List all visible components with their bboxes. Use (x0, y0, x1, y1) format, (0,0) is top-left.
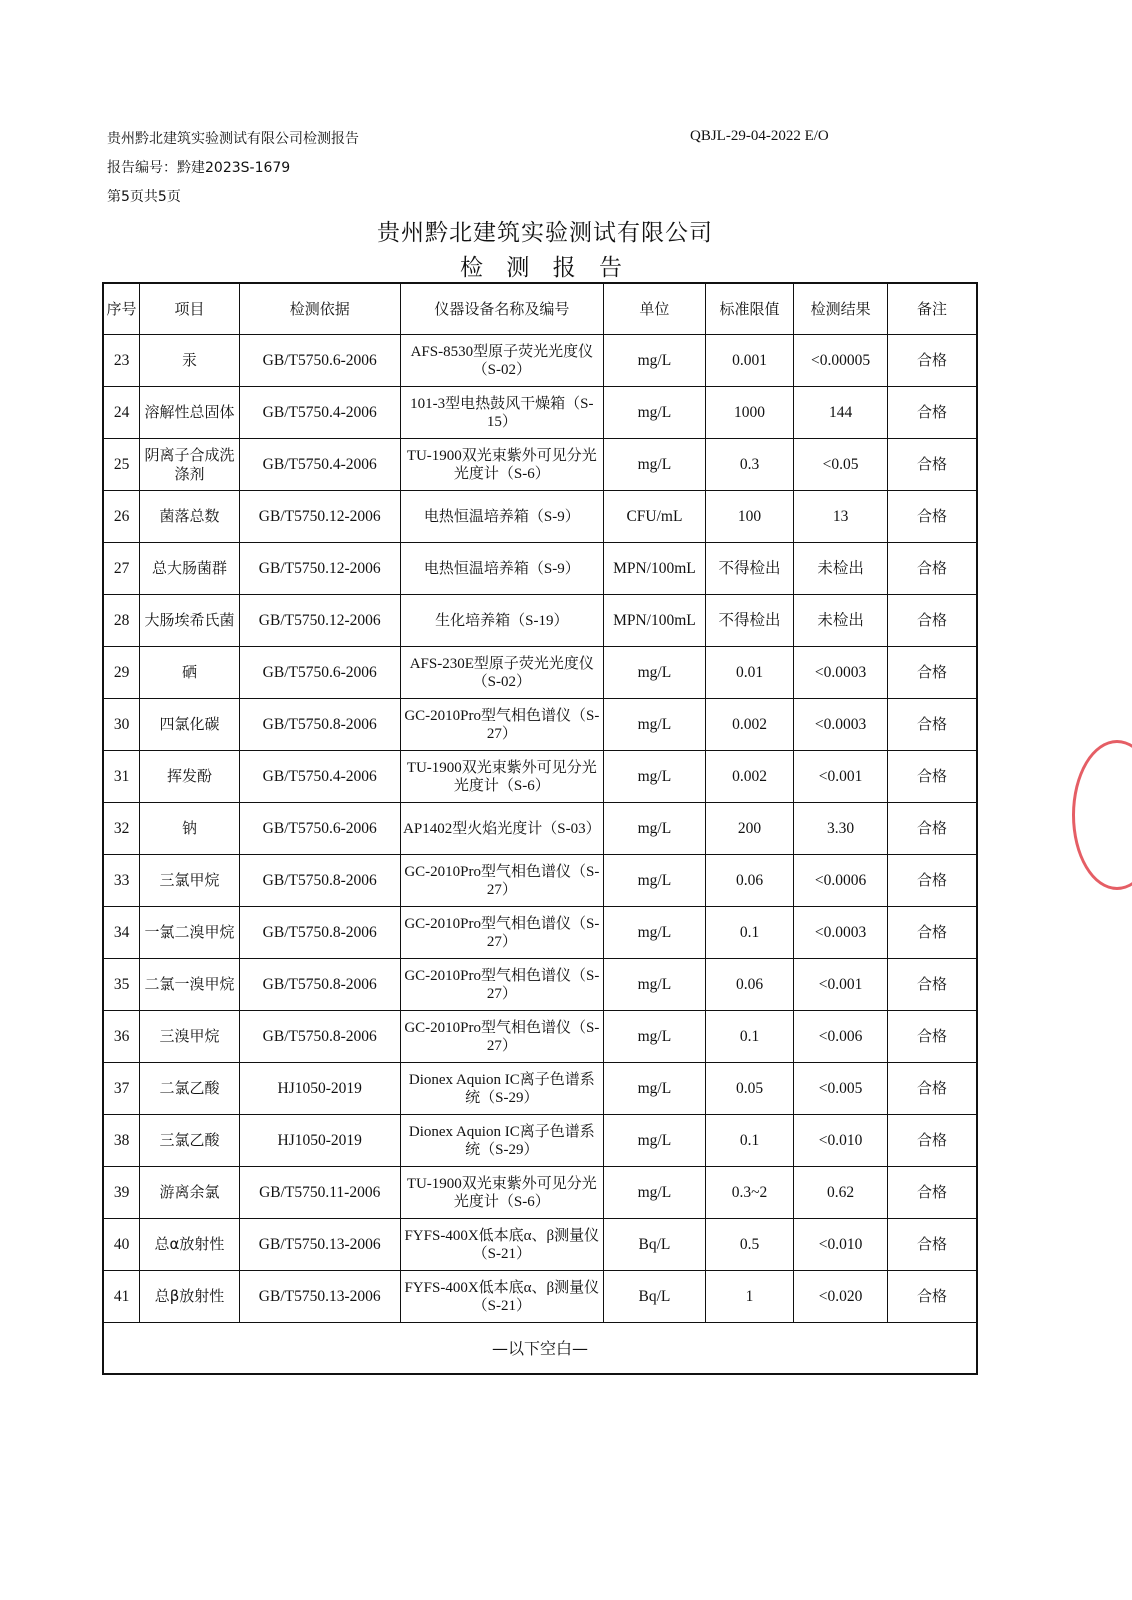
row-result: <0.05 (794, 439, 888, 491)
row-limit: 0.002 (705, 751, 794, 803)
row-seq: 39 (103, 1167, 140, 1219)
row-limit: 0.06 (705, 855, 794, 907)
row-unit: mg/L (604, 907, 706, 959)
row-remark: 合格 (887, 335, 977, 387)
row-result: <0.00005 (794, 335, 888, 387)
row-equipment: TU-1900双光束紫外可见分光光度计（S-6） (400, 751, 603, 803)
row-equipment: TU-1900双光束紫外可见分光光度计（S-6） (400, 1167, 603, 1219)
row-unit: MPN/100mL (604, 543, 706, 595)
row-remark: 合格 (887, 647, 977, 699)
header-basis: 检测依据 (239, 283, 400, 335)
row-equipment: FYFS-400X低本底α、β测量仪（S-21） (400, 1271, 603, 1323)
row-item: 溶解性总固体 (140, 387, 240, 439)
table-row (103, 1063, 977, 1115)
row-limit: 0.1 (705, 907, 794, 959)
row-unit: mg/L (604, 647, 706, 699)
row-unit: Bq/L (604, 1219, 706, 1271)
row-item: 总α放射性 (140, 1219, 240, 1271)
row-result: <0.006 (794, 1011, 888, 1063)
row-unit: mg/L (604, 699, 706, 751)
document-title: 检 测 报 告 (460, 255, 630, 281)
row-limit: 0.01 (705, 647, 794, 699)
row-equipment: TU-1900双光束紫外可见分光光度计（S-6） (400, 439, 603, 491)
row-seq: 37 (103, 1063, 140, 1115)
row-item: 大肠埃希氏菌 (140, 595, 240, 647)
row-basis: GB/T5750.13-2006 (239, 1219, 400, 1271)
row-result: 0.62 (794, 1167, 888, 1219)
row-equipment: GC-2010Pro型气相色谱仪（S-27） (400, 855, 603, 907)
table-row (103, 595, 977, 647)
table-row (103, 803, 977, 855)
row-basis: GB/T5750.4-2006 (239, 751, 400, 803)
row-basis: GB/T5750.12-2006 (239, 543, 400, 595)
table-row (103, 699, 977, 751)
row-equipment: GC-2010Pro型气相色谱仪（S-27） (400, 1011, 603, 1063)
row-seq: 30 (103, 699, 140, 751)
row-remark: 合格 (887, 1063, 977, 1115)
row-equipment: Dionex Aquion IC离子色谱系统（S-29） (400, 1115, 603, 1167)
row-seq: 34 (103, 907, 140, 959)
page-info: 第5页共5页 (107, 189, 181, 205)
row-basis: GB/T5750.8-2006 (239, 1011, 400, 1063)
header-seq: 序号 (103, 283, 140, 335)
row-limit: 200 (705, 803, 794, 855)
table-row (103, 907, 977, 959)
red-seal-stamp (1072, 740, 1132, 890)
row-unit: mg/L (604, 959, 706, 1011)
row-result: 3.30 (794, 803, 888, 855)
row-remark: 合格 (887, 543, 977, 595)
row-seq: 41 (103, 1271, 140, 1323)
row-item: 菌落总数 (140, 491, 240, 543)
row-remark: 合格 (887, 595, 977, 647)
row-basis: GB/T5750.8-2006 (239, 907, 400, 959)
row-basis: GB/T5750.8-2006 (239, 959, 400, 1011)
table-row (103, 959, 977, 1011)
end-note-row (103, 1323, 977, 1375)
row-unit: mg/L (604, 439, 706, 491)
row-unit: mg/L (604, 855, 706, 907)
end-note: —以下空白— (103, 1323, 977, 1375)
row-equipment: 生化培养箱（S-19） (400, 595, 603, 647)
row-limit: 0.1 (705, 1011, 794, 1063)
row-item: 一氯二溴甲烷 (140, 907, 240, 959)
row-result: <0.001 (794, 959, 888, 1011)
table-row (103, 855, 977, 907)
table-row (103, 1167, 977, 1219)
row-remark: 合格 (887, 803, 977, 855)
row-seq: 27 (103, 543, 140, 595)
row-result: <0.020 (794, 1271, 888, 1323)
row-seq: 31 (103, 751, 140, 803)
row-item: 三溴甲烷 (140, 1011, 240, 1063)
row-seq: 40 (103, 1219, 140, 1271)
row-result: <0.0003 (794, 699, 888, 751)
row-seq: 33 (103, 855, 140, 907)
row-limit: 100 (705, 491, 794, 543)
row-equipment: AFS-8530型原子荧光光度仪（S-02） (400, 335, 603, 387)
row-unit: mg/L (604, 751, 706, 803)
row-seq: 26 (103, 491, 140, 543)
row-equipment: 电热恒温培养箱（S-9） (400, 491, 603, 543)
row-basis: GB/T5750.4-2006 (239, 387, 400, 439)
row-basis: GB/T5750.13-2006 (239, 1271, 400, 1323)
table-row (103, 647, 977, 699)
document-code: QBJL-29-04-2022 E/O (690, 128, 829, 144)
row-equipment: 电热恒温培养箱（S-9） (400, 543, 603, 595)
row-basis: GB/T5750.6-2006 (239, 803, 400, 855)
row-equipment: GC-2010Pro型气相色谱仪（S-27） (400, 907, 603, 959)
table-row (103, 491, 977, 543)
row-seq: 29 (103, 647, 140, 699)
row-item: 挥发酚 (140, 751, 240, 803)
row-result: <0.001 (794, 751, 888, 803)
row-basis: HJ1050-2019 (239, 1115, 400, 1167)
table-header-row (103, 283, 977, 335)
row-remark: 合格 (887, 751, 977, 803)
row-item: 三氯甲烷 (140, 855, 240, 907)
row-basis: GB/T5750.12-2006 (239, 595, 400, 647)
row-item: 钠 (140, 803, 240, 855)
row-item: 汞 (140, 335, 240, 387)
row-remark: 合格 (887, 699, 977, 751)
row-remark: 合格 (887, 1219, 977, 1271)
row-unit: Bq/L (604, 1271, 706, 1323)
row-unit: mg/L (604, 1063, 706, 1115)
row-basis: GB/T5750.4-2006 (239, 439, 400, 491)
row-seq: 24 (103, 387, 140, 439)
test-results-table (102, 282, 978, 1375)
row-remark: 合格 (887, 1011, 977, 1063)
row-equipment: Dionex Aquion IC离子色谱系统（S-29） (400, 1063, 603, 1115)
report-number: 报告编号：黔建2023S-1679 (107, 160, 291, 176)
header-unit: 单位 (604, 283, 706, 335)
row-item: 总β放射性 (140, 1271, 240, 1323)
row-limit: 0.06 (705, 959, 794, 1011)
row-result: 未检出 (794, 543, 888, 595)
document-company-title: 贵州黔北建筑实验测试有限公司 (377, 220, 713, 246)
row-item: 硒 (140, 647, 240, 699)
row-remark: 合格 (887, 439, 977, 491)
row-result: 13 (794, 491, 888, 543)
row-item: 四氯化碳 (140, 699, 240, 751)
row-result: <0.0006 (794, 855, 888, 907)
table-row (103, 1219, 977, 1271)
row-equipment: AP1402型火焰光度计（S-03） (400, 803, 603, 855)
row-remark: 合格 (887, 1115, 977, 1167)
row-limit: 0.1 (705, 1115, 794, 1167)
row-item: 总大肠菌群 (140, 543, 240, 595)
table-row (103, 751, 977, 803)
row-basis: GB/T5750.6-2006 (239, 335, 400, 387)
header-item: 项目 (140, 283, 240, 335)
row-remark: 合格 (887, 855, 977, 907)
row-equipment: GC-2010Pro型气相色谱仪（S-27） (400, 959, 603, 1011)
company-report-header: 贵州黔北建筑实验测试有限公司检测报告 (107, 131, 359, 147)
row-result: <0.010 (794, 1115, 888, 1167)
table-row (103, 543, 977, 595)
table-row (103, 335, 977, 387)
row-basis: GB/T5750.8-2006 (239, 699, 400, 751)
row-remark: 合格 (887, 907, 977, 959)
row-seq: 32 (103, 803, 140, 855)
header-result: 检测结果 (794, 283, 888, 335)
row-basis: GB/T5750.11-2006 (239, 1167, 400, 1219)
table-row (103, 1115, 977, 1167)
row-unit: mg/L (604, 1011, 706, 1063)
table-row (103, 439, 977, 491)
row-equipment: GC-2010Pro型气相色谱仪（S-27） (400, 699, 603, 751)
row-result: <0.005 (794, 1063, 888, 1115)
header-remark: 备注 (887, 283, 977, 335)
row-basis: GB/T5750.8-2006 (239, 855, 400, 907)
row-limit: 不得检出 (705, 543, 794, 595)
row-limit: 0.001 (705, 335, 794, 387)
row-unit: mg/L (604, 335, 706, 387)
row-item: 二氯一溴甲烷 (140, 959, 240, 1011)
row-limit: 1000 (705, 387, 794, 439)
row-limit: 0.05 (705, 1063, 794, 1115)
row-remark: 合格 (887, 387, 977, 439)
row-result: <0.0003 (794, 647, 888, 699)
row-limit: 0.5 (705, 1219, 794, 1271)
row-basis: GB/T5750.12-2006 (239, 491, 400, 543)
row-equipment: FYFS-400X低本底α、β测量仪（S-21） (400, 1219, 603, 1271)
row-limit: 1 (705, 1271, 794, 1323)
row-result: <0.010 (794, 1219, 888, 1271)
row-result: <0.0003 (794, 907, 888, 959)
row-limit: 0.3~2 (705, 1167, 794, 1219)
row-equipment: 101-3型电热鼓风干燥箱（S-15） (400, 387, 603, 439)
table-row (103, 1011, 977, 1063)
row-result: 未检出 (794, 595, 888, 647)
row-unit: mg/L (604, 803, 706, 855)
row-seq: 28 (103, 595, 140, 647)
row-result: 144 (794, 387, 888, 439)
row-seq: 38 (103, 1115, 140, 1167)
row-equipment: AFS-230E型原子荧光光度仪（S-02） (400, 647, 603, 699)
row-seq: 25 (103, 439, 140, 491)
table-row (103, 1271, 977, 1323)
row-item: 三氯乙酸 (140, 1115, 240, 1167)
row-basis: HJ1050-2019 (239, 1063, 400, 1115)
row-unit: mg/L (604, 387, 706, 439)
row-remark: 合格 (887, 1167, 977, 1219)
row-unit: CFU/mL (604, 491, 706, 543)
row-limit: 不得检出 (705, 595, 794, 647)
row-unit: MPN/100mL (604, 595, 706, 647)
row-remark: 合格 (887, 491, 977, 543)
row-limit: 0.002 (705, 699, 794, 751)
row-item: 游离余氯 (140, 1167, 240, 1219)
table-row (103, 387, 977, 439)
row-unit: mg/L (604, 1167, 706, 1219)
row-seq: 35 (103, 959, 140, 1011)
row-unit: mg/L (604, 1115, 706, 1167)
row-seq: 23 (103, 335, 140, 387)
row-limit: 0.3 (705, 439, 794, 491)
row-item: 二氯乙酸 (140, 1063, 240, 1115)
row-remark: 合格 (887, 1271, 977, 1323)
row-remark: 合格 (887, 959, 977, 1011)
header-limit: 标准限值 (705, 283, 794, 335)
header-equipment: 仪器设备名称及编号 (400, 283, 603, 335)
row-basis: GB/T5750.6-2006 (239, 647, 400, 699)
row-item: 阴离子合成洗涤剂 (140, 439, 240, 491)
row-seq: 36 (103, 1011, 140, 1063)
